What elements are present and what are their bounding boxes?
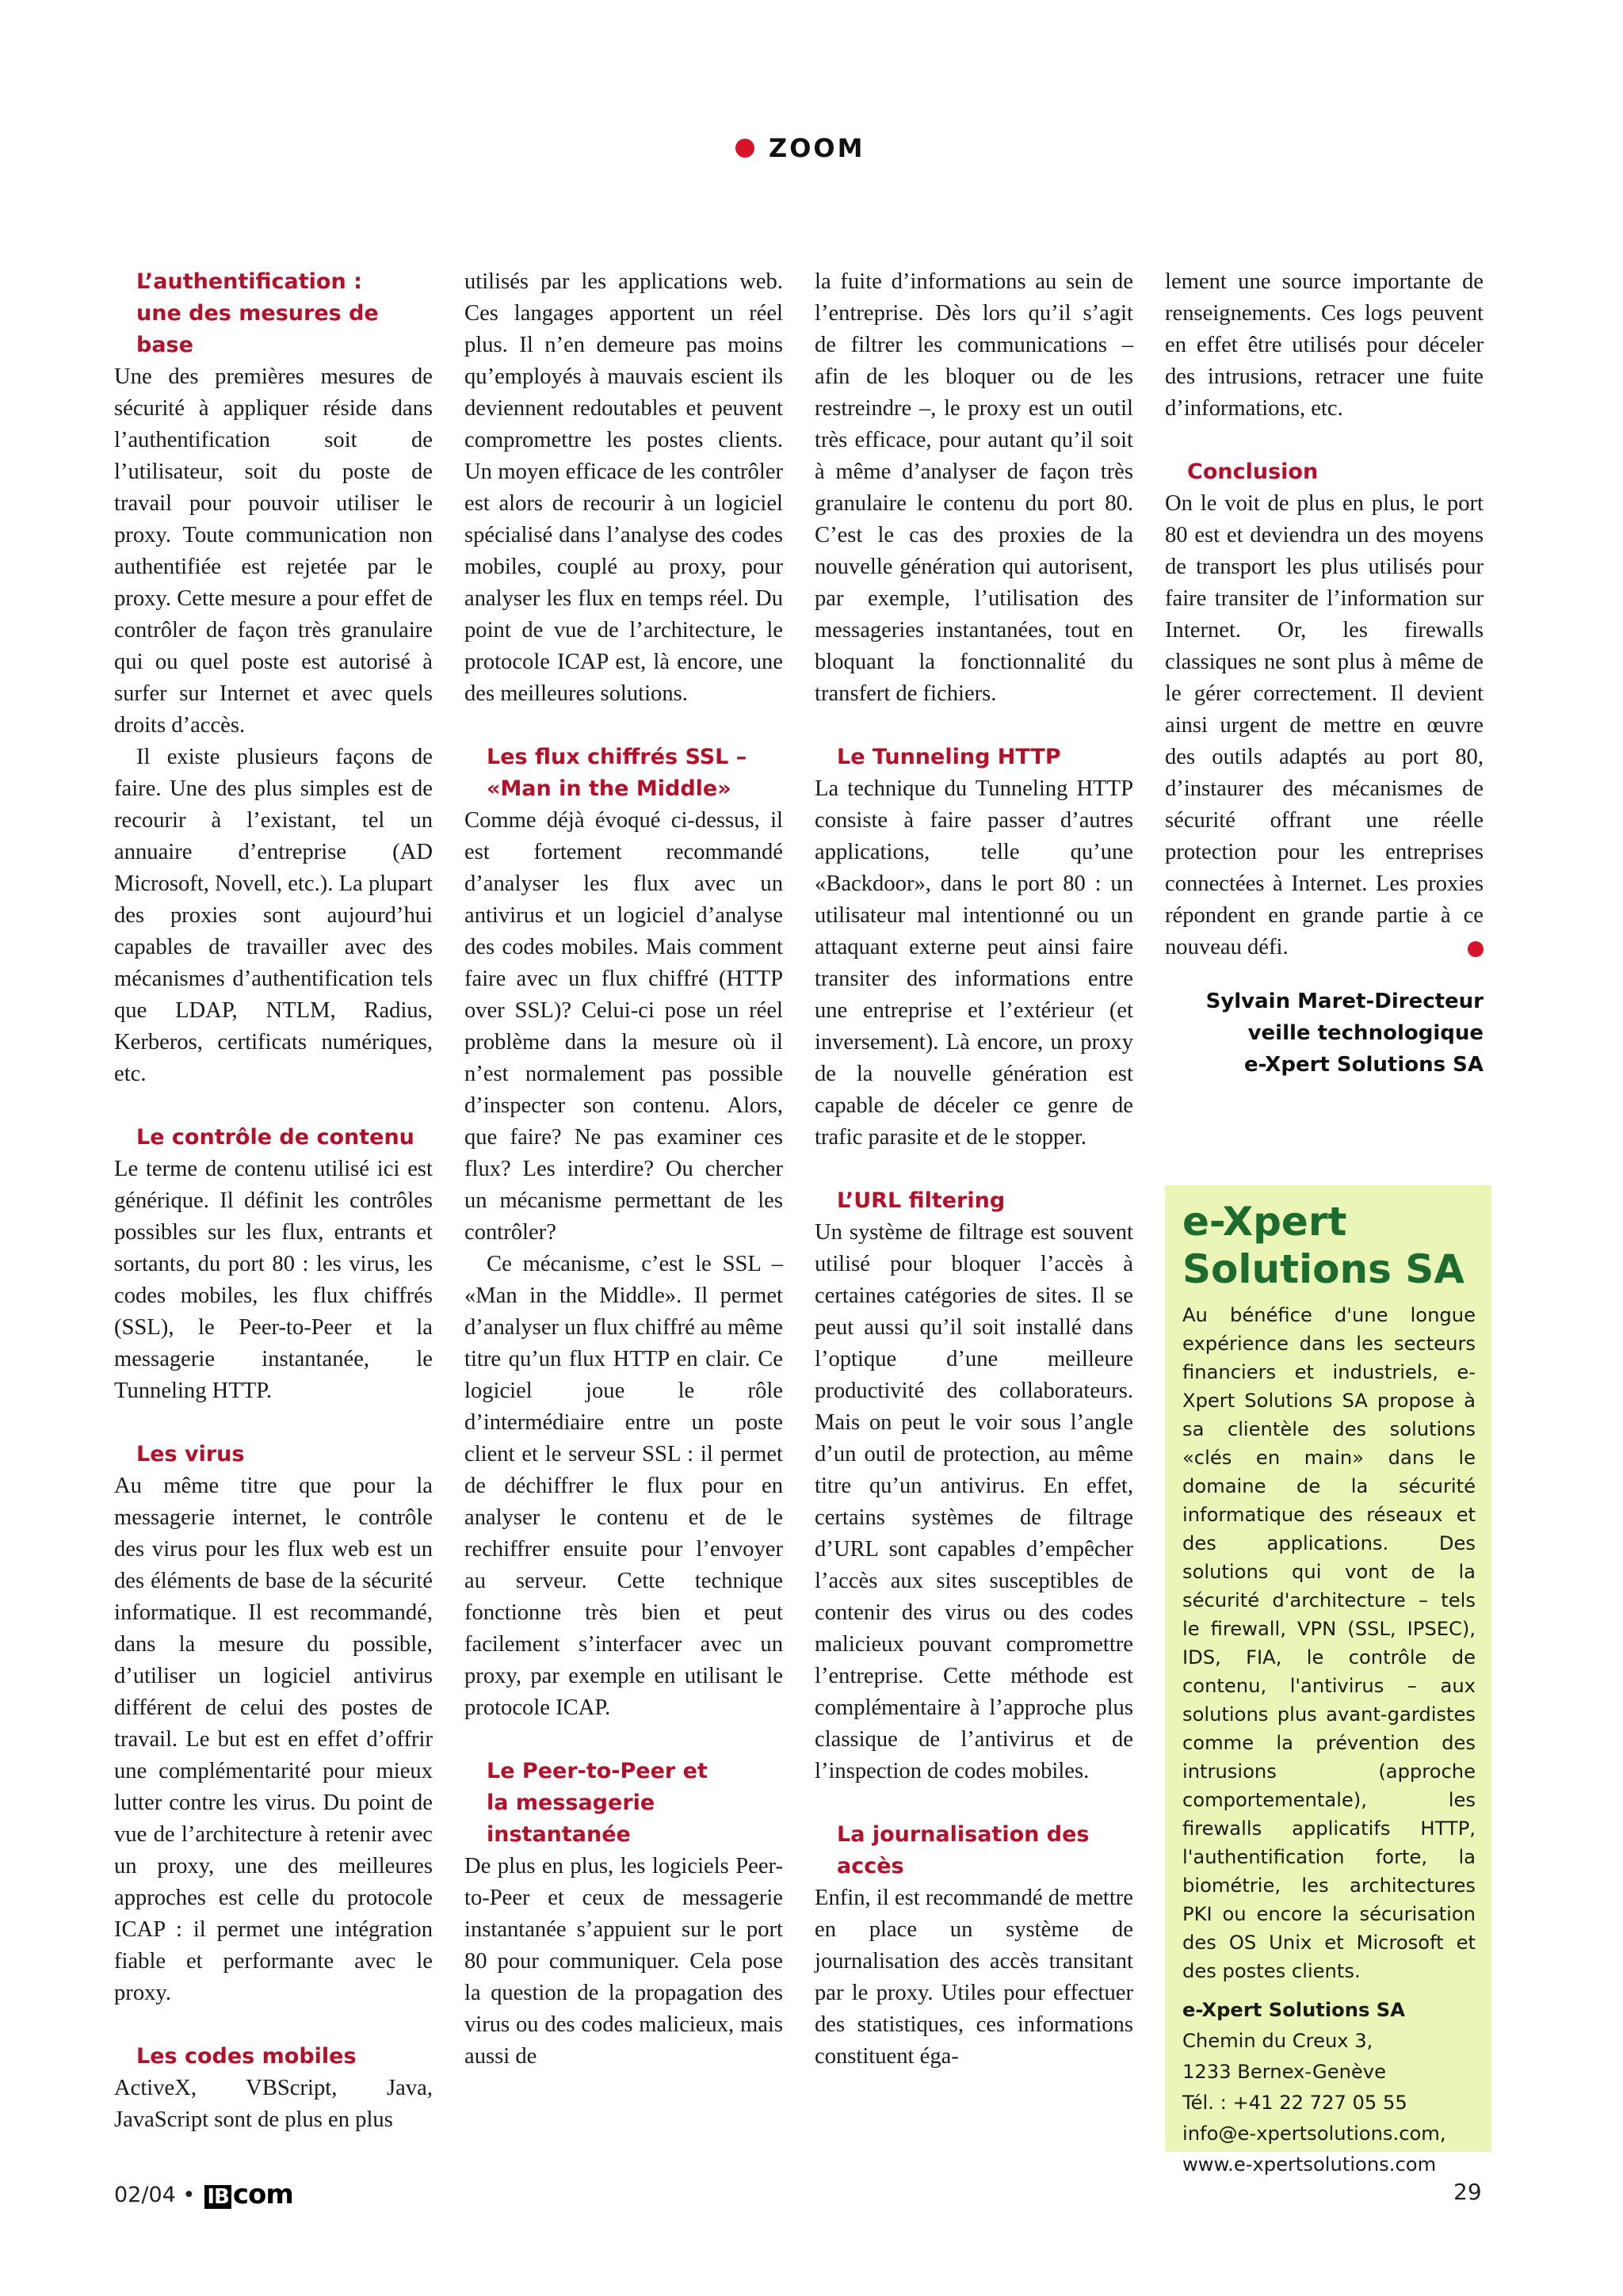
magazine-logo: IB com xyxy=(204,2179,292,2210)
paragraph: Il existe plusieurs façons de faire. Une des plus simples est de recourir à l’existant, tel un annuaire d’entreprise (AD Microsoft, Novell, etc.). La plupart des proxies sont aujourd’hui capables de travailler avec des mécanismes d’authentification tels que LDAP, NTLM, Radius, Kerberos, certificats numériques, etc. xyxy=(114,745,433,1086)
article-column-2 xyxy=(464,266,783,2073)
heading-peer-to-peer: Le Peer-to-Peer et la messagerie instantanée xyxy=(487,1759,708,1847)
contact-street: Chemin du Creux 3, xyxy=(1182,2030,1373,2052)
contact-website: www.e-xpertsolutions.com xyxy=(1182,2153,1437,2176)
paragraph: Le terme de contenu utilisé ici est générique. Il définit les contrôles possibles sur les flux, entrants et sortants, du port 80 : les virus, les codes mobiles, les flux chiffrés (SSL), le Peer-to-Peer et la messagerie instantanée, le Tunneling HTTP. xyxy=(114,1157,433,1403)
article-column-1 xyxy=(114,266,433,2136)
paragraph: lement une source importante de renseignements. Ces logs peuvent en effet être utilisés pour déceler des intrusions, retracer une fuite d’informations, etc. xyxy=(1165,269,1484,421)
paragraph-conclusion: On le voit de plus en plus, le port 80 est et deviendra un des moyens de transport les plus utilisés pour faire transiter de l’information sur Internet. Or, les firewalls classiques ne sont plus à même de le gérer correctement. Il devient ainsi urgent de mettre en œuvre des outils adaptés au port 80, d’instaurer des mécanismes de sécurité offrant une réelle protection pour les entreprises connectées à Internet. Les proxies répondent en grande partie à ce nouveau défi. xyxy=(1165,491,1484,959)
heading-journalisation: La journalisation des accès xyxy=(837,1822,1090,1878)
contact-phone: Tél. : +41 22 727 05 55 xyxy=(1182,2092,1407,2114)
section-header xyxy=(735,133,865,163)
paragraph: Un système de filtrage est souvent utilisé pour bloquer l’accès à certaines catégories de sites. Il se peut aussi qu’il soit installé dans l’optique d’une meilleure productivité des collaborateurs. Mais on peut le voir sous l’angle d’un outil de protection, au même titre qu’un antivirus. En effet, certains systèmes de filtrage d’URL sont capables d’empêcher l’accès aux sites susceptibles de contenir des virus ou des codes malicieux pouvant compromettre l’entreprise. Cette méthode est complémentaire à l’approche plus classique de l’antivirus et de l’inspection de codes mobiles. xyxy=(815,1220,1133,1783)
article-column-4 xyxy=(1165,266,1484,1081)
paragraph: De plus en plus, les logiciels Peer-to-Peer et ceux de messagerie instantanée s’appuient sur le port 80 pour communiquer. Cela pose la question de la propagation des virus ou des codes malicieux, mais aussi de xyxy=(464,1854,783,2069)
footer-issue xyxy=(114,2179,293,2210)
heading-flux-ssl: Les flux chiffrés SSL – «Man in the Middle» xyxy=(487,745,747,801)
company-sidebar-box xyxy=(1165,1185,1491,2176)
heading-url-filtering: L’URL filtering xyxy=(837,1188,1006,1213)
paragraph: la fuite d’informations au sein de l’entreprise. Dès lors qu’il s’agit de filtrer les communications – afin de les bloquer ou de les restreindre –, le proxy est un outil très efficace, pour autant qu’il soit à même d’analyser de façon très granulaire le contenu du port 80. C’est le cas des proxies de la nouvelle génération qui autorisent, par exemple, l’utilisation des messageries instantanées, tout en bloquant la fonctionnalité du transfert de fichiers. xyxy=(815,269,1133,706)
heading-conclusion: Conclusion xyxy=(1187,460,1319,484)
heading-controle-contenu: Le contrôle de contenu xyxy=(136,1125,414,1150)
bullet-dot-icon xyxy=(735,139,754,158)
contact-email: info@e-xpertsolutions.com, xyxy=(1182,2122,1446,2145)
contact-city: 1233 Bernex-Genève xyxy=(1182,2061,1386,2083)
end-mark-icon xyxy=(1468,941,1484,957)
paragraph: Ce mécanisme, c’est le SSL – «Man in the Middle». Il permet d’analyser un flux chiffré au même titre qu’un flux HTTP en clair. Ce logiciel joue le rôle d’intermédiaire entre un poste client et le serveur SSL : il permet de déchiffrer le flux pour en analyser le contenu et de le rechiffrer ensuite pour l’envoyer au serveur. Cette technique fonctionne très bien et peut facilement s’interfacer avec un proxy, par exemple en utilisant le protocole ICAP. xyxy=(464,1252,784,1720)
sidebar-contact xyxy=(1182,1995,1476,2180)
contact-company: e-Xpert Solutions SA xyxy=(1182,1999,1405,2021)
issue-date: 02/04 • xyxy=(114,2182,196,2207)
article-column-3 xyxy=(815,266,1133,2073)
paragraph: utilisés par les applications web. Ces langages apportent un réel plus. Il n’en demeure pas moins qu’employés à mauvais escient ils deviennent redoutables et peuvent compromettre les postes clients. Un moyen efficace de les contrôler est alors de recourir à un logiciel spécialisé dans l’analyse des codes mobiles, couplé au proxy, pour analyser les flux en temps réel. Du point de vue de l’architecture, le protocole ICAP est, là encore, une des meilleures solutions. xyxy=(464,269,783,706)
page-number: 29 xyxy=(1453,2179,1482,2205)
paragraph: Enfin, il est recommandé de mettre en place un système de journalisation des accès transitant par le proxy. Utiles pour effectuer des statistiques, ces informations constituent éga- xyxy=(815,1886,1133,2069)
heading-authentification: L’authentification : une des mesures de base xyxy=(136,269,379,357)
heading-virus: Les virus xyxy=(136,1442,245,1466)
heading-codes-mobiles: Les codes mobiles xyxy=(136,2044,357,2069)
sidebar-title: e-Xpert Solutions SA xyxy=(1182,1199,1465,1292)
heading-tunneling: Le Tunneling HTTP xyxy=(837,745,1061,769)
paragraph: ActiveX, VBScript, Java, JavaScript sont de plus en plus xyxy=(114,2076,433,2132)
paragraph: Une des premières mesures de sécurité à appliquer réside dans l’authentification soit de l’utilisateur, soit du poste de travail pour pouvoir utiliser le proxy. Toute communication non authentifiée est rejetée par le proxy. Cette mesure a pour effet de contrôler de façon très granulaire qui ou quel poste est autorisé à surfer sur Internet et avec quels droits d’accès. xyxy=(114,364,433,738)
sidebar-description: Au bénéfice d'une longue expérience dans les secteurs financiers et industriels, e-Xpert Solutions SA propose à sa clientèle des solutions «clés en main» dans le domaine de la sécurité informatique des réseaux et des applications. Des solutions qui vont de la sécurité d'architecture – tels le firewall, VPN (SSL, IPSEC), IDS, FIA, le contrôle de contenu, l'antivirus – aux solutions plus avant-gardistes comme la prévention des intrusions (approche comportementale), les firewalls applicatifs HTTP, l'authentification forte, la biométrie, les architectures PKI ou encore la sécurisation des OS Unix et Microsoft et des postes clients. xyxy=(1182,1304,1476,1982)
section-label: ZOOM xyxy=(769,133,865,163)
paragraph: La technique du Tunneling HTTP consiste à faire passer d’autres applications, telle qu’une «Backdoor», dans le port 80 : un utilisateur mal intentionné ou un attaquant externe peut ainsi faire transiter des informations entre une entreprise et l’extérieur (et inversement). Là encore, un proxy de la nouvelle génération est capable de déceler ce genre de trafic parasite et de le stopper. xyxy=(815,776,1133,1150)
paragraph: Au même titre que pour la messagerie internet, le contrôle des virus pour les flux web est un des éléments de base de la sécurité informatique. Il est recommandé, dans la mesure du possible, d’utiliser un logiciel antivirus différent de celui des postes de travail. Le but est en effet d’offrir une complémentarité pour mieux lutter contre les virus. Du point de vue de l’architecture à retenir avec un proxy, une des meilleures approches est celle du protocole ICAP : il permet une intégration fiable et performante avec le proxy. xyxy=(114,1474,433,2005)
author-signature: Sylvain Maret-Directeur veille technologique e-Xpert Solutions SA xyxy=(1205,990,1484,1077)
paragraph: Comme déjà évoqué ci-dessus, il est fortement recommandé d’analyser les flux avec un antivirus et un logiciel d’analyse des codes mobiles. Mais comment faire avec un flux chiffré (HTTP over SSL)? Celui-ci pose un réel problème dans la mesure où il n’est normalement pas possible d’inspecter son contenu. Alors, que faire? Ne pas examiner ces flux? Les interdire? Ou chercher un mécanisme permettant de les contrôler? xyxy=(464,808,783,1245)
